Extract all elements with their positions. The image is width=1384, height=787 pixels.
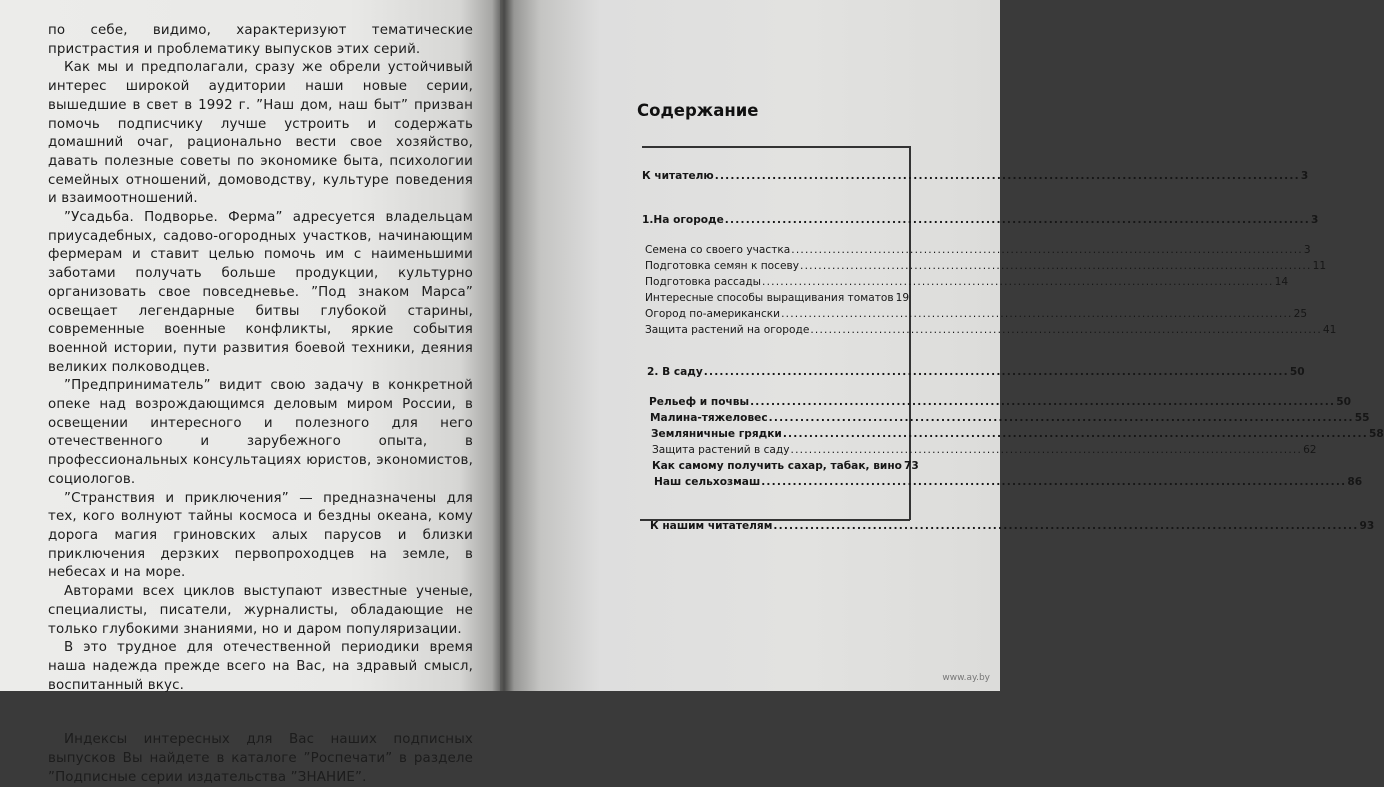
toc-leader-dots xyxy=(750,396,1335,408)
paragraph: по себе, видимо, характеризуют тематические пристрастия и проблематику выпусков этих серий. xyxy=(48,23,473,57)
toc-entry-page: 58 xyxy=(1368,428,1384,440)
toc-entry-page: 19 xyxy=(895,292,910,304)
toc-leader-dots xyxy=(704,366,1289,378)
toc-leader-dots xyxy=(773,520,1358,532)
toc-leader-dots xyxy=(762,276,1274,288)
paragraph: ”Усадьба. Подворье. Ферма” адресуется владельцам приусадебных, садово-огородных участков, начинающим фермерам и ставит целью помочь им с наименьшими заботами получать больше продукции, культурно организовать свое повседневье. ”Под знаком Марса” освещает легендарные битвы глубокой старины, современные военные конфликты, яркие события военной истории, пути развития боевой техники, деяния великих полководцев. xyxy=(48,210,473,375)
toc-entry-label: Рельеф и почвы xyxy=(649,396,750,408)
toc-entry-label: К читателю xyxy=(642,170,714,182)
toc-entry xyxy=(642,214,1319,226)
toc-entry xyxy=(645,276,1289,288)
toc-entry-page: 3 xyxy=(1303,244,1311,256)
toc-entry-page: 50 xyxy=(1289,366,1305,378)
toc-entry xyxy=(650,520,1375,532)
toc-entry-page: 73 xyxy=(903,460,919,472)
toc-leader-dots xyxy=(791,444,1303,456)
toc-entry-label: Семена со своего участка xyxy=(645,244,791,256)
toc-entry xyxy=(642,170,1309,182)
toc-entry-page: 41 xyxy=(1322,324,1337,336)
toc-entry-label: Как самому получить сахар, табак, вино xyxy=(652,460,902,472)
toc-leader-dots xyxy=(791,244,1303,256)
toc-leader-dots xyxy=(715,170,1300,182)
toc-leader-dots xyxy=(783,428,1368,440)
toc-entry-page: 25 xyxy=(1293,308,1308,320)
toc-entry xyxy=(645,308,1308,320)
toc-entry xyxy=(645,292,908,304)
toc-entry-label: Подготовка семян к посеву xyxy=(645,260,800,272)
toc-entry xyxy=(651,428,1384,440)
paragraph: ”Странствия и приключения” — предназначены для тех, кого волнуют тайны космоса и бездны океана, кому дорога магия гриновских алых парусов и близки приключения дерзких первопроходцев на земле, в небесах и на море. xyxy=(48,490,473,581)
toc-entry-label: 2. В саду xyxy=(647,366,703,378)
toc-entry-label: 1.На огороде xyxy=(642,214,724,226)
toc-entry-page: 62 xyxy=(1303,444,1317,456)
toc-entry-page: 3 xyxy=(1300,170,1309,182)
watermark: www.ay.by xyxy=(942,673,990,683)
toc-entry xyxy=(650,412,1370,424)
toc-entry-label: Земляничные грядки xyxy=(651,428,782,440)
toc-entry xyxy=(652,460,919,472)
toc-entry-label: Защита растений на огороде xyxy=(645,324,810,336)
toc-leader-dots xyxy=(769,412,1354,424)
toc-entry-label: К нашим читателям xyxy=(650,520,773,532)
toc-title: Содержание xyxy=(637,101,759,120)
paragraph: ”Предприниматель” видит свою задачу в конкретной опеке над возрождающимся деловым миром России, в освещении интересного и полезного для него отечественного и зарубежного опыта, в профессиональных консультациях юристов, экономистов, социологов. xyxy=(48,378,473,487)
toc-entry-label: Наш сельхозмаш xyxy=(654,476,761,488)
toc-entry xyxy=(645,260,1327,272)
toc-leader-dots xyxy=(800,260,1312,272)
paragraph: Авторами всех циклов выступают известные ученые, специалисты, писатели, журналисты, обладающие не только глубокими знаниями, но и даром популяризации. xyxy=(48,584,473,637)
toc-entry xyxy=(654,476,1363,488)
toc-entry xyxy=(645,324,1337,336)
toc-leader-dots xyxy=(810,324,1322,336)
toc-entry-label: Огород по-американски xyxy=(645,308,781,320)
paragraph: Индексы интересных для Вас наших подписных выпусков Вы найдете в каталоге ”Роспечати” в разделе ”Подписные серии издательства ”ЗНАНИЕ”. xyxy=(48,732,473,785)
toc-leader-dots xyxy=(725,214,1310,226)
toc-leader-dots xyxy=(781,308,1293,320)
toc-entry xyxy=(652,444,1317,456)
toc-entry-page: 93 xyxy=(1359,520,1375,532)
paragraph: В это трудное для отечественной периодики время наша надежда прежде всего на Вас, на здравый смысл, воспитанный вкус. xyxy=(48,640,473,693)
toc-entry xyxy=(647,366,1305,378)
toc-entry-label: Подготовка рассады xyxy=(645,276,762,288)
toc-entry-label: Интересные способы выращивания томатов xyxy=(645,292,894,304)
toc-entry-label: Защита растений в саду xyxy=(652,444,790,456)
toc-entry-page: 50 xyxy=(1336,396,1351,408)
toc-entry-page: 11 xyxy=(1312,260,1327,272)
book-gutter xyxy=(492,0,514,691)
paragraph: Как мы и предполагали, сразу же обрели устойчивый интерес широкой аудитории наши новые серии, вышедшие в свет в 1992 г. ”Наш дом, наш быт” призван помочь подписчику лучше устроить и содержать домашний очаг, рационально вести свое хозяйство, давать полезные советы по экономике быта, психологии семейных отношений, домоводству, культуре поведения и взаимоотношений. xyxy=(48,60,473,207)
toc-entry-page: 14 xyxy=(1274,276,1289,288)
toc-entry xyxy=(645,244,1311,256)
toc-entry xyxy=(649,396,1351,408)
toc-entry-page: 55 xyxy=(1354,412,1370,424)
toc-entry-label: Малина-тяжеловес xyxy=(650,412,768,424)
toc-leader-dots xyxy=(761,476,1346,488)
toc-top-rule xyxy=(642,146,910,148)
left-page-text xyxy=(48,22,473,787)
toc-entry-page: 86 xyxy=(1347,476,1363,488)
toc-entry-page: 3 xyxy=(1310,214,1319,226)
